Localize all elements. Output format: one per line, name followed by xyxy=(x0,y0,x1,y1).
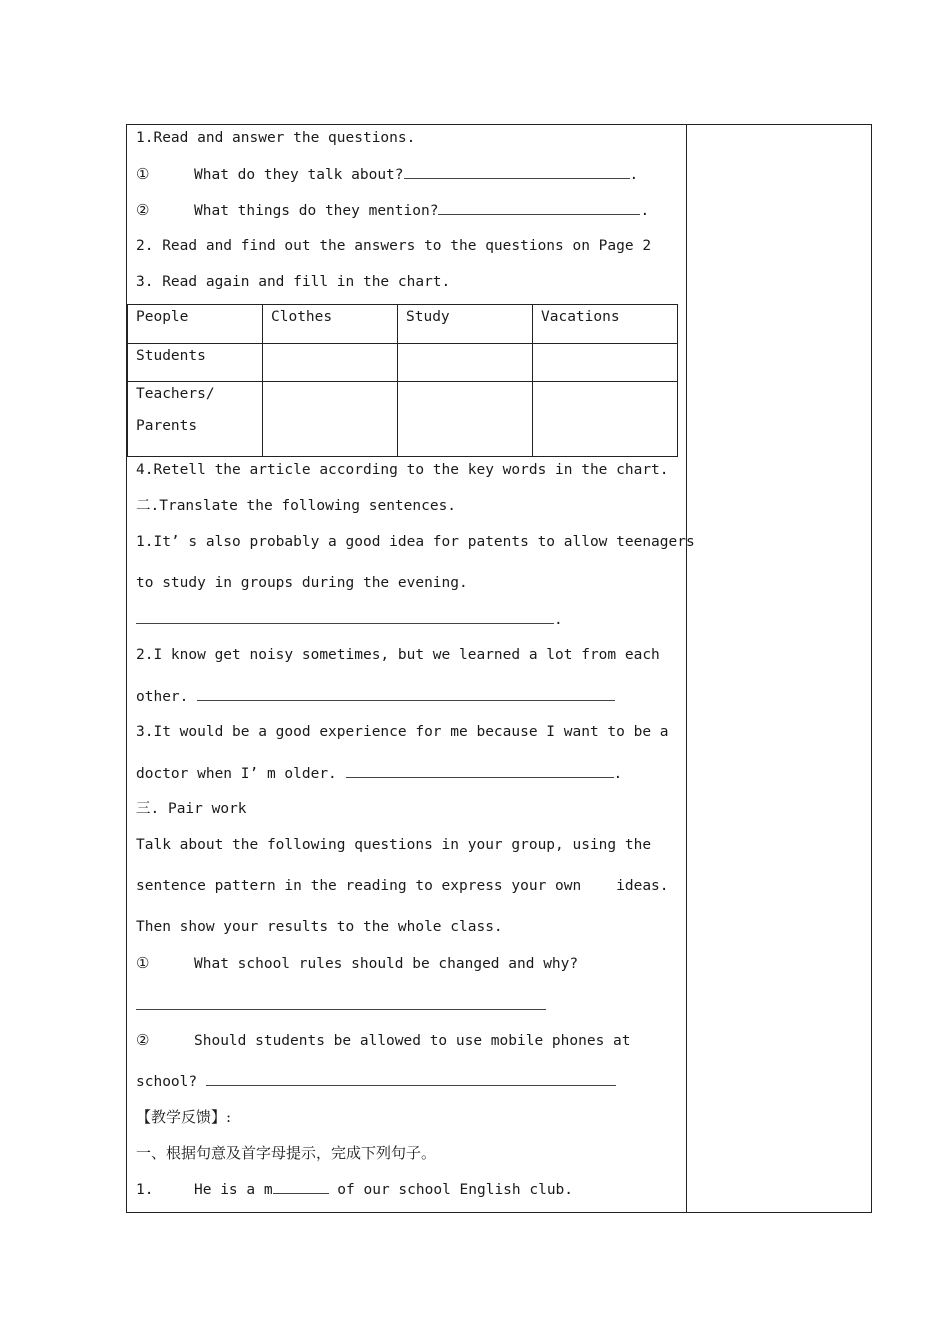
chart-cell[interactable] xyxy=(398,382,533,457)
chart-cell[interactable] xyxy=(533,344,678,382)
sentence-2-line2: other. xyxy=(136,686,615,707)
pair-work-line1: Talk about the following questions in your group, using the xyxy=(136,837,652,853)
answer-blank[interactable] xyxy=(438,200,640,215)
row-label-teachers-parents: Teachers/ Parents xyxy=(128,382,263,457)
fill-in-chart xyxy=(127,304,678,457)
row-label-students: Students xyxy=(128,344,263,382)
chart-cell[interactable] xyxy=(398,344,533,382)
question-1: ① What do they talk about? . xyxy=(136,165,639,183)
pair-work-line3: Then show your results to the whole class. xyxy=(136,919,503,935)
chart-cell[interactable] xyxy=(263,382,398,457)
feedback-instruction: 一、根据句意及首字母提示，完成下列句子。 xyxy=(136,1144,437,1162)
translate-heading: 二.Translate the following sentences. xyxy=(136,498,457,514)
chart-cell[interactable] xyxy=(533,382,678,457)
chart-row-teachers xyxy=(128,382,678,457)
column-divider xyxy=(686,124,687,1213)
header-vacations: Vacations xyxy=(533,305,678,344)
answer-blank[interactable] xyxy=(346,763,614,778)
chart-cell[interactable] xyxy=(263,344,398,382)
header-clothes: Clothes xyxy=(263,305,398,344)
sentence-1-line1: 1.It’ s also probably a good idea for patents to allow teenagers xyxy=(136,534,695,550)
pair-work-heading: 三. Pair work xyxy=(136,801,247,817)
answer-blank[interactable] xyxy=(404,164,630,179)
answer-blank[interactable] xyxy=(273,1179,329,1194)
sentence-3-line1: 3.It would be a good experience for me because I want to be a xyxy=(136,724,669,740)
question-2: ② What things do they mention? . xyxy=(136,201,650,219)
header-study: Study xyxy=(398,305,533,344)
header-people: People xyxy=(128,305,263,344)
pair-question-2-line2: school? xyxy=(136,1071,616,1092)
sentence-1-answer: . xyxy=(136,609,563,630)
pair-work-line2: sentence pattern in the reading to express your own ideas. xyxy=(136,878,669,894)
answer-blank[interactable] xyxy=(206,1071,616,1086)
feedback-heading: 【教学反馈】: xyxy=(136,1108,232,1126)
feedback-item-1: 1. He is a m of our school English club. xyxy=(136,1179,573,1200)
pair-question-1: ① What school rules should be changed and why? xyxy=(136,954,579,972)
fill-chart-instruction: 3. Read again and fill in the chart. xyxy=(136,274,451,290)
circled-one: ① xyxy=(136,954,150,972)
sentence-1-line2: to study in groups during the evening. xyxy=(136,575,468,591)
sentence-2-line1: 2.I know get noisy sometimes, but we learned a lot from each xyxy=(136,647,660,663)
retell-instruction: 4.Retell the article according to the key words in the chart. xyxy=(136,462,669,478)
chart-row-students xyxy=(128,344,678,382)
read-find-instruction: 2. Read and find out the answers to the questions on Page 2 xyxy=(136,238,652,254)
answer-blank[interactable] xyxy=(197,686,615,701)
sentence-3-line2: doctor when I’ m older. . xyxy=(136,763,622,784)
chart-header-row xyxy=(128,305,678,344)
read-answer-instruction: 1.Read and answer the questions. xyxy=(136,130,416,146)
circled-one: ① xyxy=(136,165,150,183)
circled-two: ② xyxy=(136,201,150,219)
pair-question-2: ② Should students be allowed to use mobile phones at xyxy=(136,1031,631,1049)
answer-blank[interactable] xyxy=(136,609,554,624)
circled-two: ② xyxy=(136,1031,150,1049)
answer-line[interactable] xyxy=(136,1009,546,1010)
